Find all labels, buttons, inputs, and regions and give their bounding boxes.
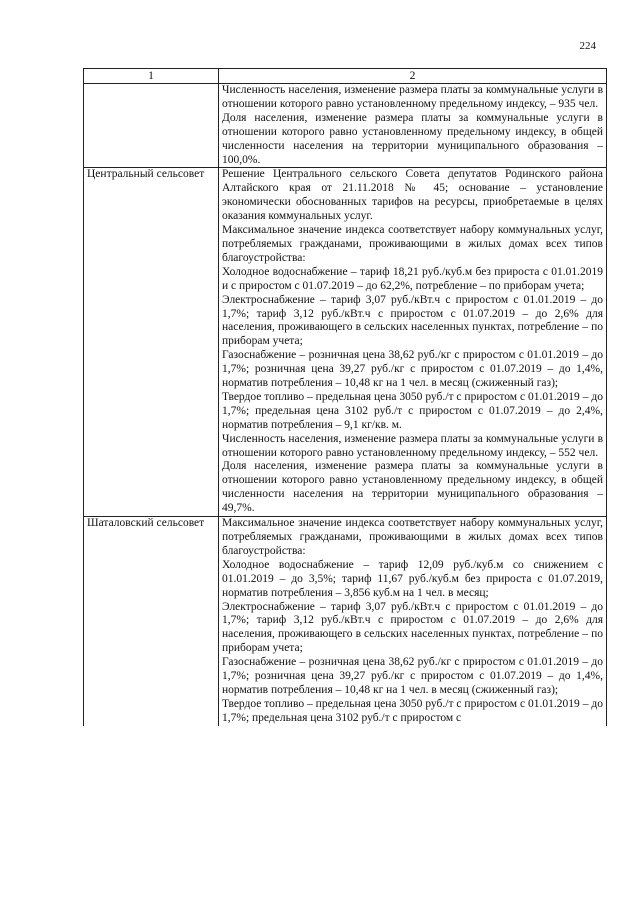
paragraph: Газоснабжение – розничная цена 38,62 руб./кг с приростом с 01.01.2019 – до 1,7%; розничная цена 39,27 руб./кг с приростом с 01.07.2019 – до 1,4%, норматив потребления – 10,48 кг на 1 чел. в месяц (сжиженный газ); (222, 349, 603, 390)
paragraph: Твердое топливо – предельная цена 3050 руб./т с приростом с 01.01.2019 – до 1,7%; предельная цена 3102 руб./т с приростом с 01.07.2019 – до 2,4%, норматив потребления – 9,1 кг/кв. м. (222, 390, 603, 431)
page-number: 224 (579, 40, 596, 52)
content-cell (219, 517, 607, 726)
table-row-tsentralny (84, 168, 607, 517)
paragraph: Решение Центрального сельского Совета депутатов Родинского района Алтайского края от 21.11.2018 № 45; основание – установление экономически обоснованных тарифов на ресурсы, приобретаемые в целях оказания коммунальных услуг. (222, 168, 603, 223)
paragraph: Электроснабжение – тариф 3,07 руб./кВт.ч с приростом с 01.01.2019 – до 1,7%; тариф 3,12 руб./кВт.ч с приростом с 01.07.2019 – до 2,6% для населения, проживающего в сельских населенных пунктах, потребление – по приборам учета; (222, 293, 603, 348)
paragraph: Максимальное значение индекса соответствует набору коммунальных услуг, потребляемых гражданами, проживающими в жилых домах всех типов благоустройства: (222, 224, 603, 264)
content-cell (219, 84, 607, 168)
paragraph: Твердое топливо – предельная цена 3050 руб./т с приростом с 01.01.2019 – до 1,7%; предельная цена 3102 руб./т с приростом с (222, 697, 603, 724)
paragraph: Холодное водоснабжение – тариф 18,21 руб./куб.м без прироста с 01.01.2019 и с приростом с 01.07.2019 – до 62,2%, потребление – по приборам учета; (222, 265, 603, 292)
paragraph: Численность населения, изменение размера платы за коммунальные услуги в отношении которого равно установленному предельному индексу, – 552 чел. (222, 432, 603, 459)
paragraph: Доля населения, изменение размера платы за коммунальные услуги в отношении которого равно установленному предельному индексу, в общей численности населения на территории муниципального образования – 49,7%. (222, 460, 603, 515)
table-row-shatalovsky (84, 517, 607, 726)
paragraph: Доля населения, изменение размера платы за коммунальные услуги в отношении которого равно установленному предельному индексу, в общей численности населения на территории муниципального образования – 100,0%. (222, 111, 603, 166)
column-header-2: 2 (219, 69, 607, 84)
region-cell: Шаталовский сельсовет (84, 517, 219, 726)
tariff-table (83, 68, 607, 726)
region-cell (84, 84, 219, 168)
table-row-continuation (84, 84, 607, 168)
paragraph: Максимальное значение индекса соответствует набору коммунальных услуг, потребляемых гражданами, проживающими в жилых домах всех типов благоустройства: (222, 517, 603, 557)
paragraph: Электроснабжение – тариф 3,07 руб./кВт.ч с приростом с 01.01.2019 – до 1,7%; тариф 3,12 руб./кВт.ч с приростом с 01.07.2019 – до 2,6% для населения, проживающего в сельских населенных пунктах, потребление – по приборам учета; (222, 600, 603, 655)
region-cell: Центральный сельсовет (84, 168, 219, 517)
content-cell (219, 168, 607, 517)
paragraph: Численность населения, изменение размера платы за коммунальные услуги в отношении которого равно установленному предельному индексу, – 935 чел. (222, 84, 603, 110)
table-header-row (84, 69, 607, 84)
column-header-1: 1 (84, 69, 219, 84)
paragraph: Холодное водоснабжение – тариф 12,09 руб./куб.м со снижением с 01.01.2019 – до 3,5%; тариф 11,67 руб./куб.м без прироста с 01.07.2019, норматив потребления – 3,856 куб.м на 1 чел. в месяц; (222, 558, 603, 599)
paragraph: Газоснабжение – розничная цена 38,62 руб./кг с приростом с 01.01.2019 – до 1,7%; розничная цена 39,27 руб./кг с приростом с 01.07.2019 – до 1,4%, норматив потребления – 10,48 кг на 1 чел. в месяц (сжиженный газ); (222, 656, 603, 696)
